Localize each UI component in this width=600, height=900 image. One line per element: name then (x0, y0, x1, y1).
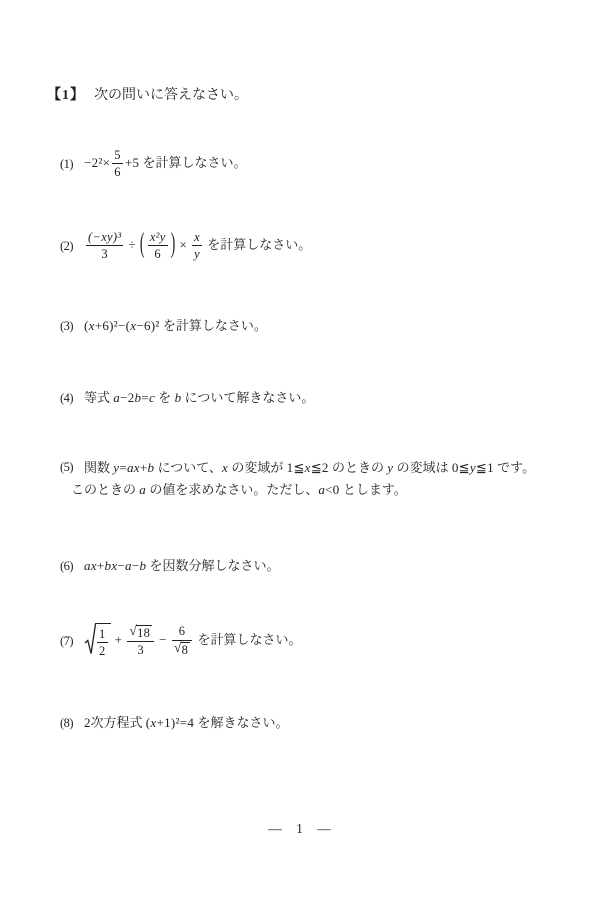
variable: a (318, 481, 326, 497)
text: このときの (71, 481, 140, 497)
variable: y (113, 460, 120, 475)
question-4-body (84, 389, 314, 408)
question-3-body (84, 317, 267, 336)
variable: b (139, 558, 147, 573)
fraction-numerator: x (194, 230, 201, 244)
variable: x (304, 460, 311, 475)
text: とします。 (339, 481, 407, 497)
math-term: −2²× (84, 154, 111, 170)
radicand: 18 (137, 626, 151, 640)
fraction-numerator: 5 (114, 148, 121, 162)
section-header (47, 86, 248, 106)
question-4-number: (4) (60, 391, 74, 406)
instruction-text: について解きなさい。 (181, 390, 315, 405)
question-5-body (71, 457, 536, 500)
inequality: <0 (325, 481, 340, 497)
variable: b (134, 390, 142, 405)
variable: x (222, 460, 229, 475)
fraction (192, 230, 202, 262)
question-3-number: (3) (60, 319, 74, 334)
question-2-number: (2) (60, 238, 74, 253)
math-term: +1)²=4 (156, 715, 195, 730)
fraction-denominator (172, 642, 192, 658)
instruction-text: を計算しなさい。 (204, 236, 312, 252)
inequality: 0≦ (451, 460, 470, 475)
text: 等式 (84, 390, 114, 405)
instruction-text: を因数分解しなさい。 (146, 558, 280, 573)
question-5 (60, 457, 535, 500)
fraction-bar (97, 642, 108, 643)
fraction-denominator: 6 (114, 165, 121, 180)
fraction-numerator: 1 (99, 627, 106, 641)
fraction-bar (127, 641, 154, 642)
math-term: ( (145, 715, 151, 730)
variable: b (174, 390, 182, 405)
section-label: 【1】 (47, 88, 85, 103)
question-7-body (84, 623, 302, 659)
radicand: 8 (181, 643, 189, 658)
text: の変域は (393, 460, 452, 475)
text: の値を求めなさい。ただし、 (146, 481, 319, 497)
question-5-number: (5) (60, 460, 74, 474)
question-6-body (84, 557, 280, 576)
fraction (112, 148, 123, 180)
question-8-body (84, 714, 288, 733)
variable: x (88, 318, 95, 333)
math-term: −2 (120, 390, 135, 405)
fraction (148, 230, 168, 262)
right-parenthesis: ) (170, 229, 176, 260)
math-term: ( (84, 318, 89, 333)
question-5-line2 (71, 479, 535, 501)
equals-sign: = (119, 460, 127, 475)
question-3 (60, 317, 267, 336)
equals-sign: = (141, 390, 149, 405)
question-1-body (84, 148, 247, 180)
text: 関数 (84, 460, 114, 475)
variable: x (150, 715, 157, 730)
question-7-number: (7) (60, 633, 74, 648)
variable: a (125, 558, 132, 573)
square-root (84, 623, 111, 659)
fraction-bar (86, 245, 123, 246)
fraction (172, 624, 192, 657)
divide-operator: ÷ (128, 236, 136, 252)
variable: a (139, 481, 147, 497)
fraction-denominator: 6 (154, 247, 161, 262)
instruction-text: を計算しなさい。 (159, 318, 267, 333)
text: 2次方程式 (84, 715, 146, 730)
question-8-number: (8) (60, 716, 74, 731)
fraction-denominator: y (194, 247, 201, 262)
question-5-line1 (84, 457, 535, 479)
inequality: ≦2 (310, 460, 329, 475)
question-7 (60, 623, 302, 659)
fraction-numerator: x²y (149, 230, 166, 244)
question-6 (60, 557, 280, 576)
section-title: 次の問いに答えなさい。 (94, 88, 248, 103)
plus-sign: + (114, 631, 123, 647)
variable: c (148, 390, 156, 405)
text: です。 (493, 460, 536, 475)
inequality: 1≦ (286, 460, 305, 475)
text: の変域が (228, 460, 287, 475)
variable: bx (104, 558, 118, 573)
fraction (86, 230, 123, 262)
minus-sign: − (159, 631, 167, 647)
math-term: +6)²−( (94, 318, 131, 333)
variable: x (130, 318, 137, 333)
square-root (129, 625, 152, 640)
fraction-bar (112, 163, 123, 164)
math-term: +5 (124, 154, 140, 170)
inequality: ≦1 (475, 460, 494, 475)
math-term: −6)² (136, 318, 160, 333)
radical-sign: √ (129, 623, 138, 638)
text: を (155, 390, 175, 405)
question-1-number: (1) (60, 156, 74, 171)
instruction-text: を解きなさい。 (194, 715, 289, 730)
fraction-numerator: 6 (178, 624, 186, 639)
question-8 (60, 714, 288, 733)
left-parenthesis: ( (139, 229, 145, 260)
text: について、 (154, 460, 223, 475)
fraction-bar (192, 245, 202, 246)
minus-sign: − (131, 558, 140, 573)
fraction (127, 624, 154, 657)
question-6-number: (6) (60, 559, 74, 574)
fraction-denominator: 2 (99, 644, 106, 659)
fraction-denominator: 3 (137, 643, 144, 657)
variable: y (469, 460, 476, 475)
variable: y (387, 460, 394, 475)
text: のときの (328, 460, 388, 475)
fraction-numerator: (−xy)³ (88, 230, 122, 244)
question-2-body (84, 230, 311, 262)
fraction-numerator (127, 624, 154, 640)
page-number: — 1 — (268, 821, 332, 836)
question-2 (60, 230, 311, 262)
multiply-operator: × (179, 236, 188, 252)
fraction (97, 627, 108, 659)
plus-sign: + (96, 558, 105, 573)
radical-sign: √ (173, 640, 182, 656)
question-4 (60, 389, 314, 408)
variable: ax (126, 460, 140, 475)
plus-sign: + (139, 460, 148, 475)
fraction-bar (148, 245, 168, 246)
instruction-text: を計算しなさい。 (139, 154, 247, 170)
variable: a (113, 390, 121, 405)
square-root (174, 642, 190, 657)
variable: b (147, 460, 155, 475)
variable: ax (84, 558, 97, 573)
question-1 (60, 148, 247, 180)
radicand (95, 623, 111, 659)
fraction-denominator: 3 (101, 247, 108, 262)
instruction-text: を計算しなさい。 (194, 631, 302, 647)
minus-sign: − (117, 558, 126, 573)
